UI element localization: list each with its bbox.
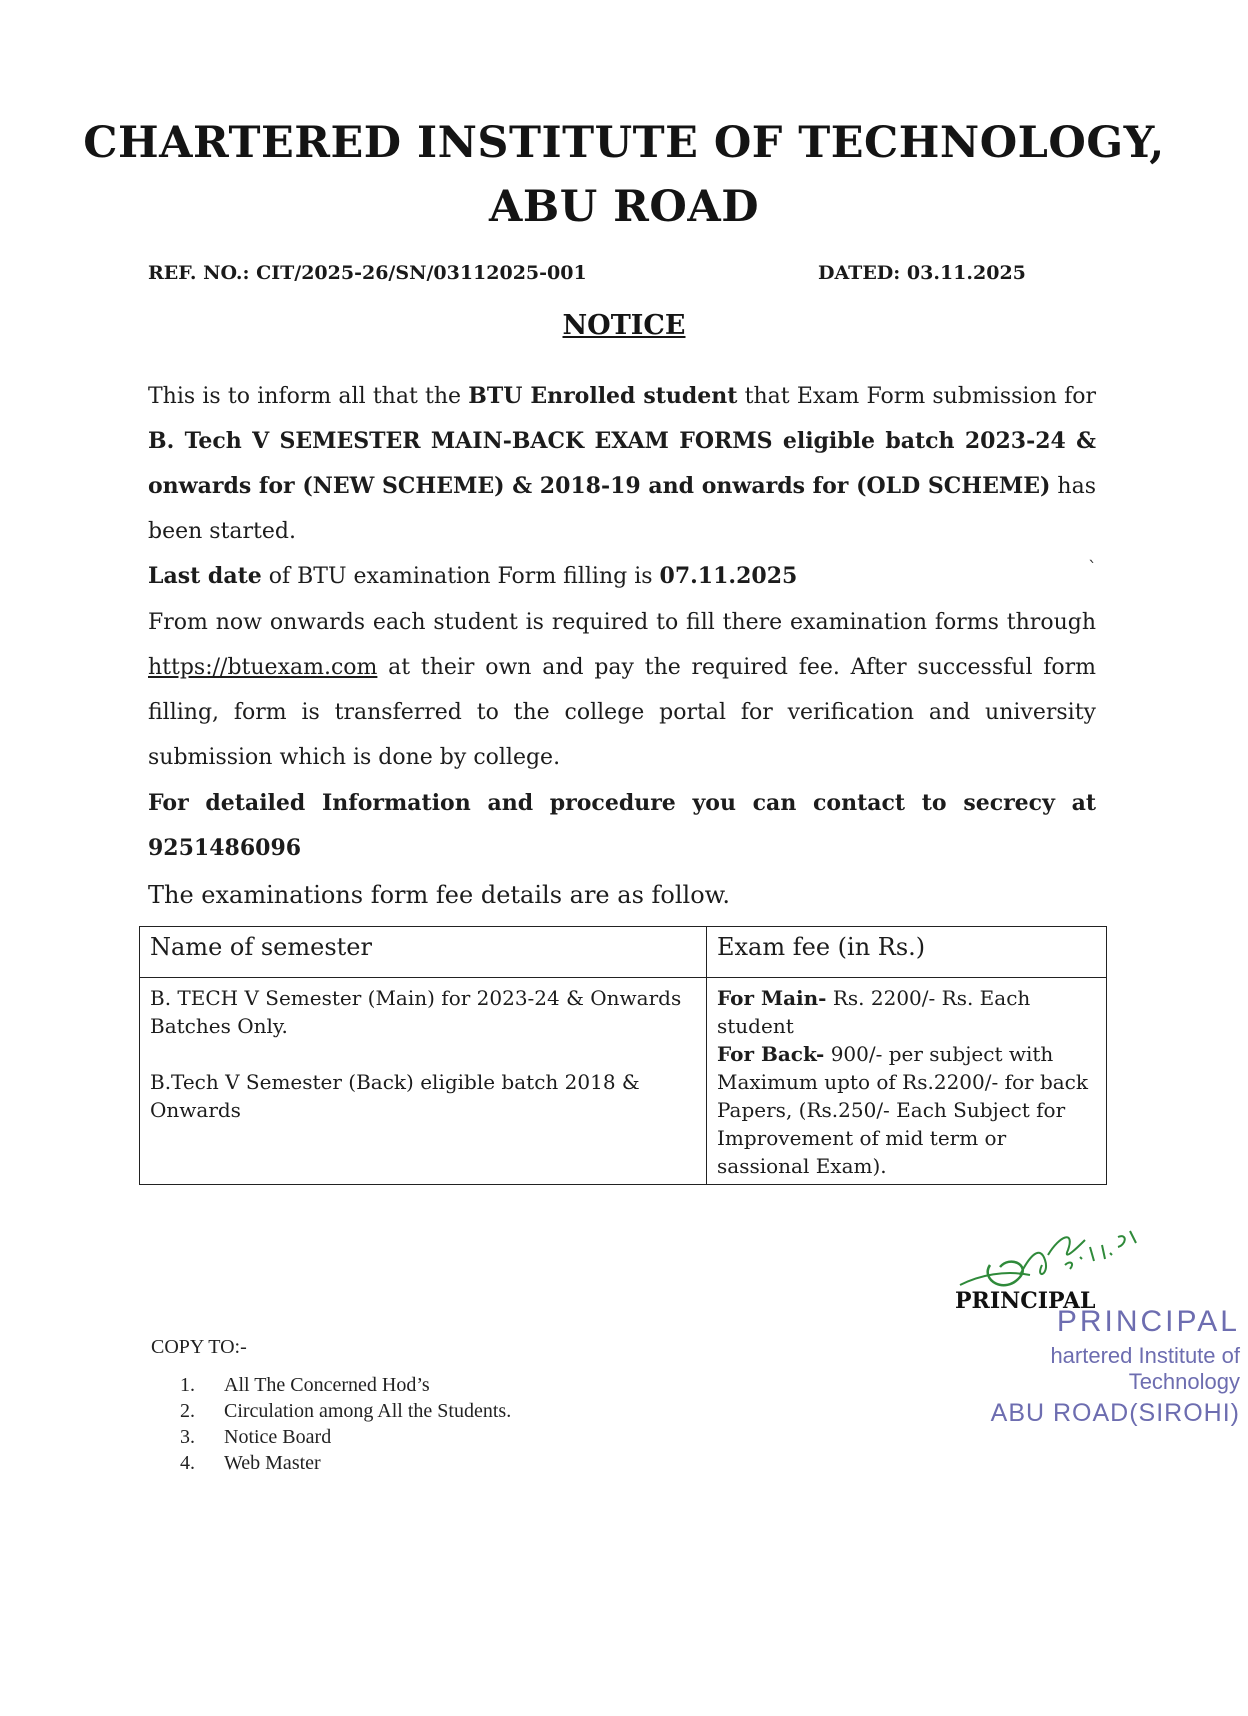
institute-location: ABU ROAD [488,182,760,232]
stamp-title: PRINCIPAL [1056,1305,1240,1338]
principal-label: PRINCIPAL [955,1288,1096,1314]
list-number: 3. [180,1426,195,1448]
intro-text-3: has been started. [148,474,1096,544]
table-header-row [140,927,1107,978]
stamp-institute: hartered Institute of Technology [1050,1343,1240,1394]
last-date-value: 07.11.2025 [659,563,798,589]
list-text: Web Master [224,1452,321,1474]
procedure-text: From now onwards each student is required to fill there examination forms through [148,610,1096,635]
copy-to-heading: COPY TO:- [151,1336,247,1358]
fee-main-label: For Main- [717,986,827,1010]
copy-to-list [180,1372,511,1476]
list-number: 1. [180,1374,195,1396]
intro-bold-student: BTU Enrolled student [468,383,738,409]
stray-mark: ` [1088,558,1097,579]
semester-main: B. TECH V Semester (Main) for 2023-24 & Onwards Batches Only. [150,986,682,1038]
last-date-text: of BTU examination Form filling is [261,564,660,589]
stamp-location: ABU ROAD(SIROHI) [990,1399,1240,1427]
fee-back [717,1040,1096,1180]
procedure-text-2: at their own and pay the required fee. After successful form filling, form is transferred to the college portal for verification and university submission which is done by college. [148,655,1096,770]
header-exam-fee: Exam fee (in Rs.) [707,927,1107,978]
notice-date: DATED: 03.11.2025 [818,262,1026,284]
semester-cell [140,978,707,1185]
list-number: 4. [180,1452,195,1474]
contact-paragraph: For detailed Information and procedure you can contact to secrecy at 9251486096 [148,790,1096,861]
list-text: Circulation among All the Students. [224,1400,512,1422]
fee-intro: The examinations form fee details are as follow. [148,881,730,909]
official-stamp [950,1305,1240,1428]
fee-back-text: 900/- per subject with Maximum upto of Rs.2200/- for back Papers, (Rs.250/- Each Subject for Improvement of mid term or sassional Exam). [717,1042,1089,1178]
fee-back-label: For Back- [717,1042,825,1066]
last-date-label: Last date [148,563,262,589]
institute-name: CHARTERED INSTITUTE OF TECHNOLOGY, [83,118,1165,168]
intro-text-2: that Exam Form submission for [737,384,1096,409]
header-semester: Name of semester [140,927,707,978]
fee-cell [707,978,1107,1185]
fee-table [139,926,1107,1185]
list-number: 2. [180,1400,195,1422]
table-row [140,978,1107,1185]
fee-main-text: Rs. 2200/- Rs. Each student [717,986,1031,1038]
list-item [180,1450,511,1476]
intro-paragraph [148,374,1096,554]
list-item [180,1424,511,1450]
procedure-paragraph [148,600,1096,780]
fee-main [717,984,1096,1040]
list-item [180,1372,511,1398]
notice-heading: NOTICE [562,310,686,341]
list-text: All The Concerned Hod’s [224,1374,430,1396]
list-item [180,1398,511,1424]
semester-back: B.Tech V Semester (Back) eligible batch 2018 & Onwards [150,1070,640,1122]
reference-number: REF. NO.: CIT/2025-26/SN/03112025-001 [148,262,587,284]
list-text: Notice Board [224,1426,332,1448]
intro-bold-exam: B. Tech V SEMESTER MAIN-BACK EXAM FORMS eligible batch 2023-24 & onwards for (NEW SCHEME) & 2018-19 and onwards for (OLD SCHEME) [148,428,1096,499]
intro-text: This is to inform all that the [148,384,469,409]
btuexam-link[interactable]: https://btuexam.com [148,655,378,680]
last-date-paragraph [148,554,1096,599]
